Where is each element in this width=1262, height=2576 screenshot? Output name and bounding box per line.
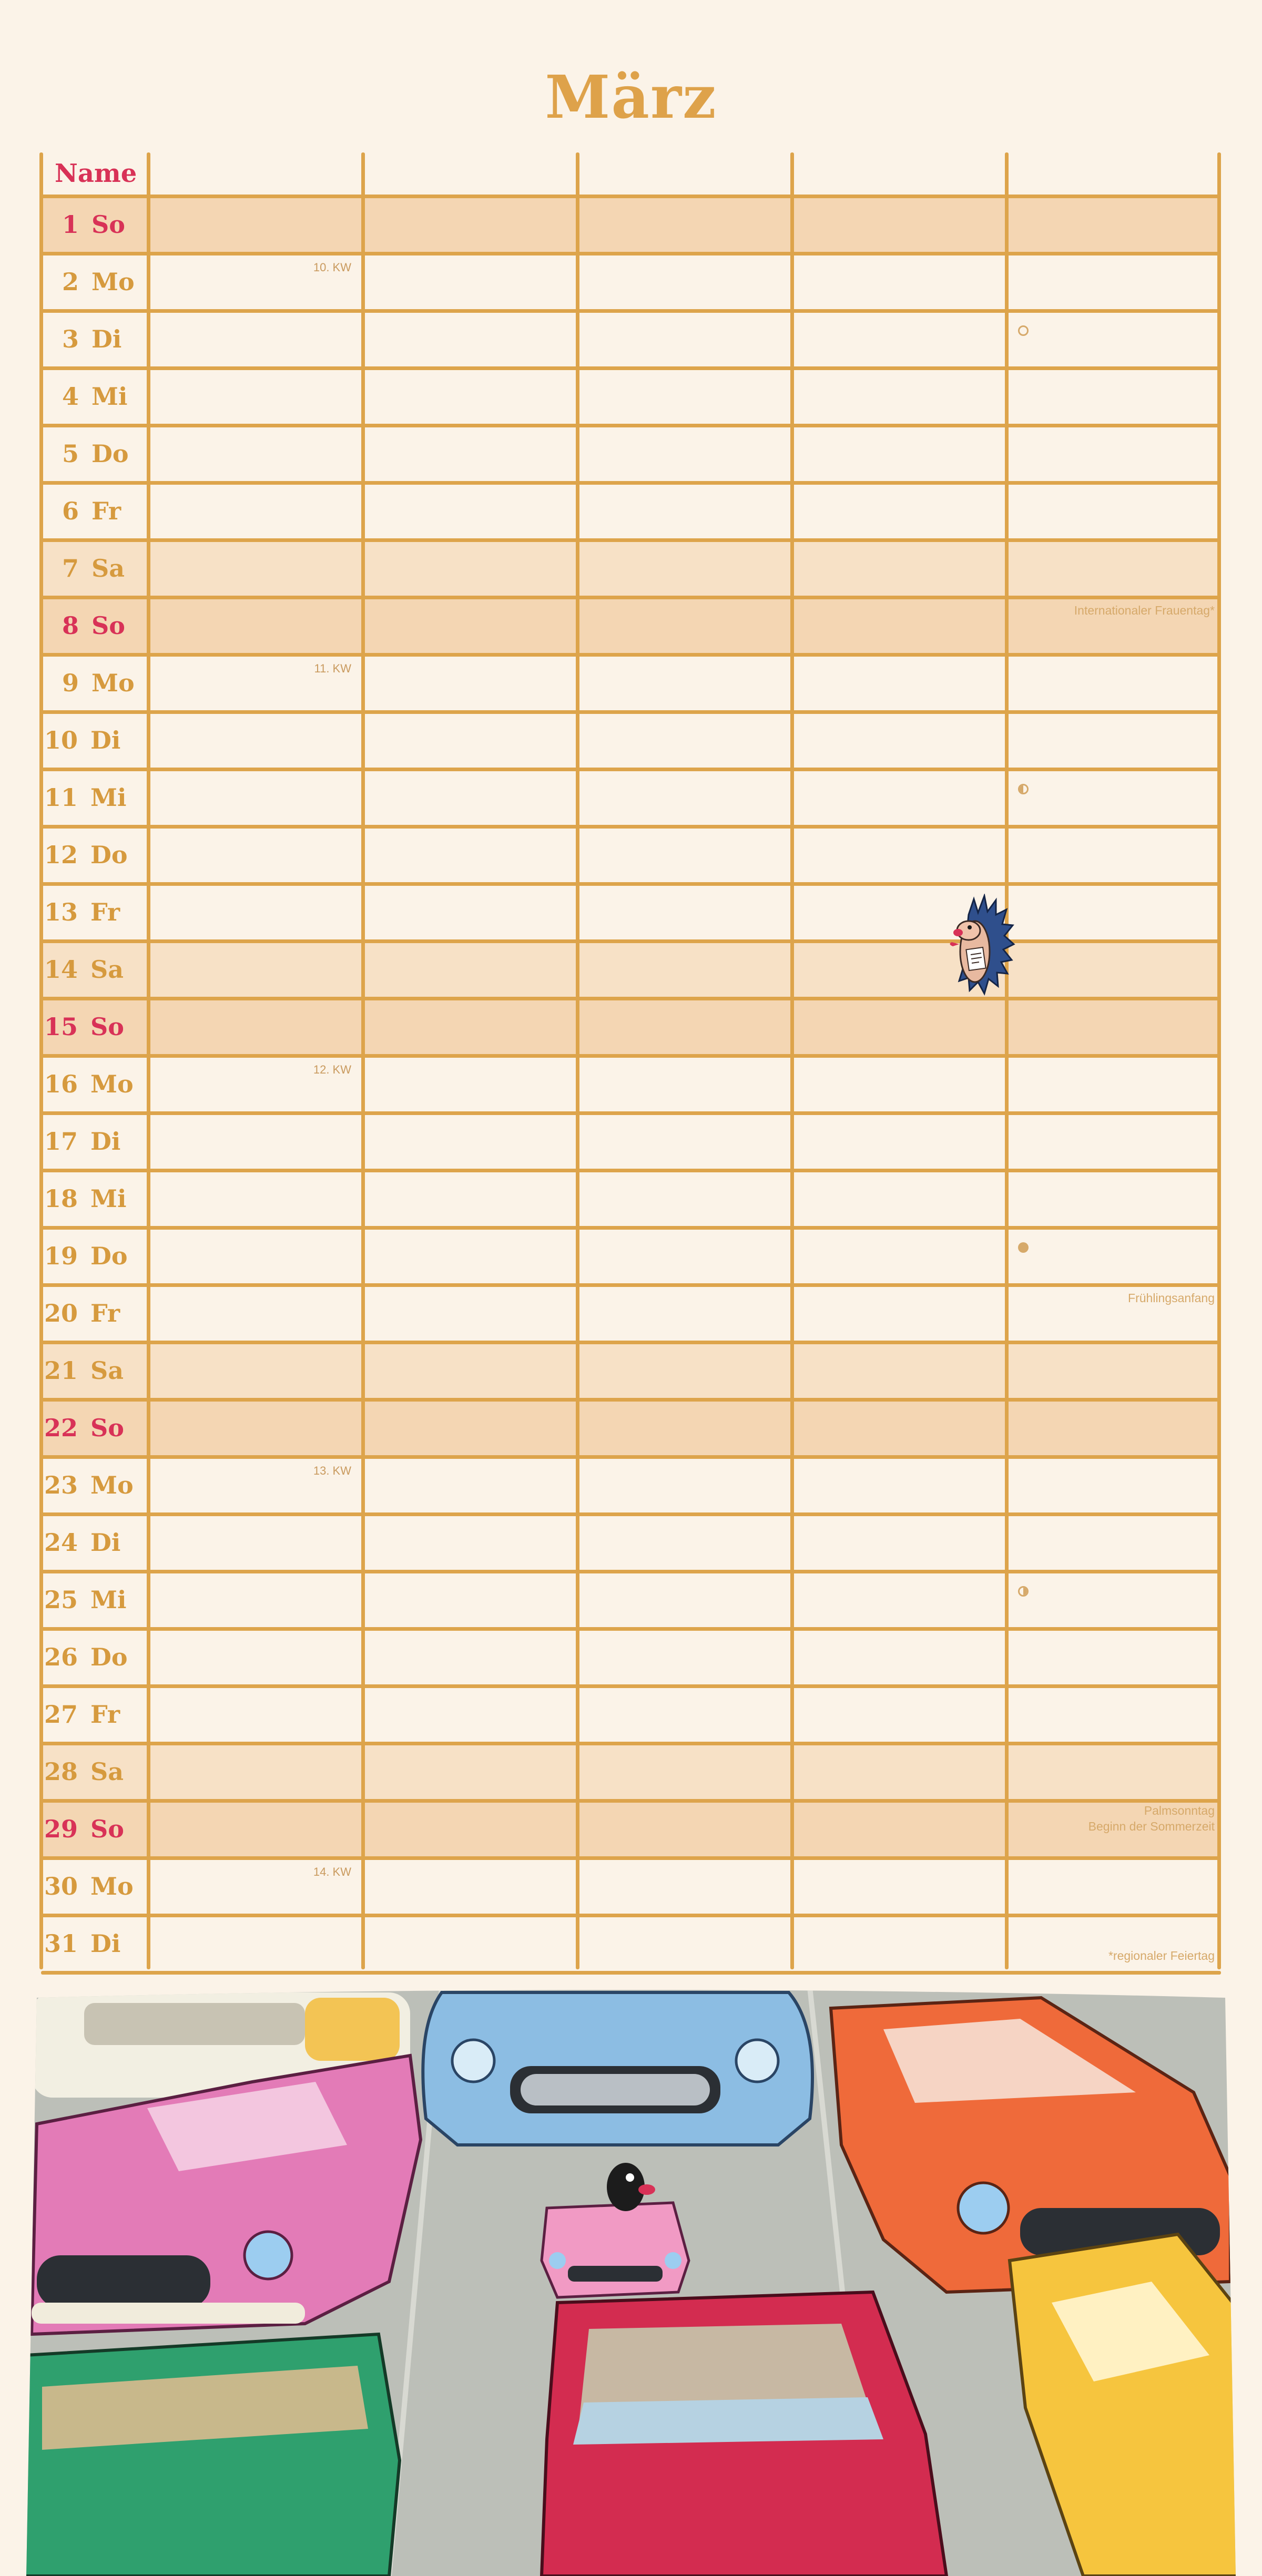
day-number: 28 bbox=[44, 1757, 78, 1786]
grid-row-line bbox=[41, 1283, 1221, 1287]
day-number: 4 bbox=[62, 382, 79, 411]
day-label bbox=[41, 540, 162, 597]
day-row bbox=[41, 1629, 1221, 1686]
calendar-week-label: 10. KW bbox=[313, 261, 351, 274]
day-row bbox=[41, 1514, 1221, 1571]
day-number: 15 bbox=[44, 1013, 78, 1041]
weekday-abbr: Mi bbox=[82, 1184, 127, 1213]
grid-row-line bbox=[41, 653, 1221, 657]
day-number: 3 bbox=[62, 325, 79, 353]
weekday-abbr: Di bbox=[82, 1127, 121, 1156]
weekday-abbr: Mi bbox=[82, 783, 127, 812]
weekday-abbr: Fr bbox=[83, 497, 121, 525]
grid-row-line bbox=[41, 538, 1221, 542]
grid-column-line bbox=[790, 152, 794, 1969]
day-number: 30 bbox=[44, 1872, 78, 1900]
day-row bbox=[41, 311, 1221, 368]
day-label bbox=[41, 1056, 144, 1113]
day-number: 8 bbox=[62, 611, 79, 640]
grid-row-line bbox=[41, 1455, 1221, 1459]
day-label bbox=[41, 425, 162, 483]
grid-row-line bbox=[41, 424, 1221, 427]
grid-row-line bbox=[41, 1799, 1221, 1803]
weekday-abbr: Mo bbox=[83, 268, 135, 296]
calendar-week-label: 14. KW bbox=[313, 1865, 351, 1878]
day-label bbox=[41, 1457, 144, 1514]
weekday-abbr: Sa bbox=[82, 955, 124, 984]
grid-row-line bbox=[41, 1054, 1221, 1058]
day-row bbox=[41, 196, 1221, 253]
grid-column-line bbox=[1005, 152, 1009, 1969]
grid-row-line bbox=[41, 366, 1221, 370]
grid-row-line bbox=[41, 710, 1221, 714]
day-label bbox=[41, 1571, 144, 1629]
day-number: 9 bbox=[62, 669, 79, 697]
weekday-abbr: So bbox=[82, 1013, 124, 1041]
weekday-abbr: So bbox=[83, 210, 125, 239]
grid-row-line bbox=[41, 1341, 1221, 1344]
hedgehog-tongue bbox=[950, 942, 959, 946]
day-number: 22 bbox=[44, 1414, 78, 1442]
hedgehog-note bbox=[966, 947, 985, 970]
day-label bbox=[41, 1399, 144, 1457]
day-label bbox=[41, 1342, 144, 1399]
day-label bbox=[41, 1228, 144, 1285]
weekday-abbr: Mo bbox=[83, 669, 135, 697]
grid-row-line bbox=[41, 1512, 1221, 1516]
day-label bbox=[41, 311, 162, 368]
weekday-abbr: Mo bbox=[82, 1471, 134, 1499]
day-row bbox=[41, 1743, 1221, 1801]
day-number: 11 bbox=[44, 783, 78, 812]
weekday-abbr: Mi bbox=[82, 1586, 127, 1614]
moon-phase-icon bbox=[1018, 325, 1029, 336]
grid-row-line bbox=[41, 195, 1221, 198]
grid-column-line bbox=[1217, 152, 1221, 1969]
weekday-abbr: Do bbox=[82, 841, 128, 869]
day-label bbox=[41, 483, 162, 540]
day-label bbox=[41, 941, 144, 998]
day-number: 19 bbox=[44, 1242, 78, 1270]
day-row bbox=[41, 1113, 1221, 1170]
month-title: März bbox=[545, 63, 717, 132]
moon-phase-icon bbox=[1018, 1242, 1029, 1253]
day-label bbox=[41, 1686, 144, 1743]
name-column-header: Name bbox=[55, 159, 137, 188]
day-label bbox=[41, 1801, 144, 1858]
weekday-abbr: So bbox=[83, 611, 125, 640]
day-label bbox=[41, 1285, 144, 1342]
day-label bbox=[41, 884, 144, 941]
day-label bbox=[41, 597, 162, 655]
hedgehog-illustration bbox=[948, 894, 1016, 999]
day-label bbox=[41, 998, 144, 1056]
grid-row-line bbox=[41, 1971, 1221, 1975]
grid-column-line bbox=[39, 152, 43, 1969]
day-label bbox=[41, 368, 162, 425]
grid-row-line bbox=[41, 768, 1221, 771]
mole-icon bbox=[607, 2163, 645, 2211]
grid-row-line bbox=[41, 1111, 1221, 1115]
day-row bbox=[41, 1571, 1221, 1629]
day-row bbox=[41, 655, 1221, 712]
day-number: 14 bbox=[44, 955, 78, 984]
grid-row-line bbox=[41, 939, 1221, 943]
grid-row-line bbox=[41, 1169, 1221, 1172]
day-row bbox=[41, 597, 1221, 655]
day-row bbox=[41, 1457, 1221, 1514]
day-label bbox=[41, 1915, 144, 1972]
traffic-jam-illustration bbox=[21, 1987, 1241, 2576]
day-number: 13 bbox=[44, 898, 78, 926]
day-number: 31 bbox=[44, 1929, 78, 1958]
day-number: 17 bbox=[44, 1127, 78, 1156]
grid-row-line bbox=[41, 596, 1221, 599]
day-label bbox=[41, 712, 144, 769]
weekday-abbr: So bbox=[82, 1815, 124, 1843]
day-note: Internationaler Frauentag* bbox=[1074, 604, 1215, 617]
day-label bbox=[41, 1514, 144, 1571]
day-row bbox=[41, 712, 1221, 769]
grid-row-line bbox=[41, 1914, 1221, 1917]
day-row bbox=[41, 425, 1221, 483]
day-row bbox=[41, 1399, 1221, 1457]
car-blue bbox=[423, 1992, 812, 2145]
day-number: 16 bbox=[44, 1070, 78, 1098]
grid-column-line bbox=[361, 152, 365, 1969]
car-green bbox=[21, 2334, 400, 2576]
moon-phase-icon bbox=[1018, 784, 1029, 794]
grid-row-line bbox=[41, 1627, 1221, 1631]
day-number: 29 bbox=[44, 1815, 78, 1843]
calendar-grid bbox=[41, 152, 1221, 1969]
day-number: 5 bbox=[62, 439, 79, 468]
weekday-abbr: Mi bbox=[83, 382, 128, 411]
weekday-abbr: Sa bbox=[83, 554, 125, 582]
weekday-abbr: Sa bbox=[82, 1757, 124, 1786]
day-row bbox=[41, 1342, 1221, 1399]
day-number: 25 bbox=[44, 1586, 78, 1614]
day-number: 12 bbox=[44, 841, 78, 869]
day-note: *regionaler Feiertag bbox=[1108, 1949, 1215, 1962]
weekday-abbr: Fr bbox=[82, 1299, 120, 1327]
grid-row-line bbox=[41, 309, 1221, 313]
weekday-abbr: Do bbox=[82, 1643, 128, 1671]
grid-row-line bbox=[41, 252, 1221, 255]
day-number: 10 bbox=[44, 726, 78, 754]
day-row bbox=[41, 826, 1221, 884]
weekday-abbr: Mo bbox=[82, 1872, 134, 1900]
weekday-abbr: Di bbox=[82, 726, 121, 754]
day-number: 20 bbox=[44, 1299, 78, 1327]
day-number: 24 bbox=[44, 1528, 78, 1557]
day-number: 18 bbox=[44, 1184, 78, 1213]
weekday-abbr: So bbox=[82, 1414, 124, 1442]
day-label bbox=[41, 196, 162, 253]
calendar-week-label: 12. KW bbox=[313, 1063, 351, 1076]
day-label bbox=[41, 1113, 144, 1170]
day-number: 26 bbox=[44, 1643, 78, 1671]
car-red bbox=[542, 2292, 947, 2576]
weekday-abbr: Sa bbox=[82, 1356, 124, 1385]
day-row bbox=[41, 998, 1221, 1056]
grid-row-line bbox=[41, 1226, 1221, 1230]
day-label bbox=[41, 1743, 144, 1801]
day-note: Frühlingsanfang bbox=[1128, 1291, 1215, 1305]
moon-phase-icon bbox=[1018, 1586, 1029, 1597]
grid-column-line bbox=[147, 152, 150, 1969]
day-row bbox=[41, 1858, 1221, 1915]
day-number: 23 bbox=[44, 1471, 78, 1499]
weekday-abbr: Mo bbox=[82, 1070, 134, 1098]
weekday-abbr: Do bbox=[82, 1242, 128, 1270]
day-number: 1 bbox=[62, 210, 79, 239]
day-row bbox=[41, 540, 1221, 597]
weekday-abbr: Di bbox=[82, 1929, 121, 1958]
day-row bbox=[41, 884, 1221, 941]
day-number: 6 bbox=[62, 497, 79, 525]
calendar-week-label: 11. KW bbox=[314, 662, 351, 675]
day-row bbox=[41, 769, 1221, 826]
day-row bbox=[41, 1801, 1221, 1858]
grid-column-line bbox=[576, 152, 579, 1969]
grid-row-line bbox=[41, 825, 1221, 829]
calendar-week-label: 13. KW bbox=[313, 1464, 351, 1477]
hedgehog-nose bbox=[953, 929, 963, 936]
day-row bbox=[41, 941, 1221, 998]
day-row bbox=[41, 1285, 1221, 1342]
weekday-abbr: Fr bbox=[82, 898, 120, 926]
day-row bbox=[41, 1915, 1221, 1972]
grid-row-line bbox=[41, 1570, 1221, 1573]
weekday-abbr: Di bbox=[82, 1528, 121, 1557]
day-label bbox=[41, 1170, 144, 1228]
day-number: 2 bbox=[62, 268, 79, 296]
day-row bbox=[41, 368, 1221, 425]
day-note: Palmsonntag Beginn der Sommerzeit bbox=[1088, 1804, 1215, 1833]
grid-row-line bbox=[41, 997, 1221, 1000]
day-label bbox=[41, 769, 144, 826]
day-row bbox=[41, 1170, 1221, 1228]
day-label bbox=[41, 826, 144, 884]
day-row bbox=[41, 1056, 1221, 1113]
hedgehog-eye bbox=[968, 925, 972, 929]
grid-row-line bbox=[41, 1398, 1221, 1402]
day-row bbox=[41, 1228, 1221, 1285]
day-row bbox=[41, 253, 1221, 311]
weekday-abbr: Do bbox=[83, 439, 129, 468]
day-label bbox=[41, 253, 162, 311]
weekday-abbr: Di bbox=[83, 325, 122, 353]
day-label bbox=[41, 1629, 144, 1686]
day-number: 7 bbox=[62, 554, 79, 582]
day-label bbox=[41, 1858, 144, 1915]
day-row bbox=[41, 1686, 1221, 1743]
day-row bbox=[41, 483, 1221, 540]
grid-row-line bbox=[41, 1684, 1221, 1688]
grid-row-line bbox=[41, 1856, 1221, 1860]
weekday-abbr: Fr bbox=[82, 1700, 120, 1729]
grid-row-line bbox=[41, 1742, 1221, 1745]
day-label bbox=[41, 655, 162, 712]
day-number: 21 bbox=[44, 1356, 78, 1385]
day-number: 27 bbox=[44, 1700, 78, 1729]
grid-row-line bbox=[41, 481, 1221, 485]
grid-row-line bbox=[41, 882, 1221, 886]
